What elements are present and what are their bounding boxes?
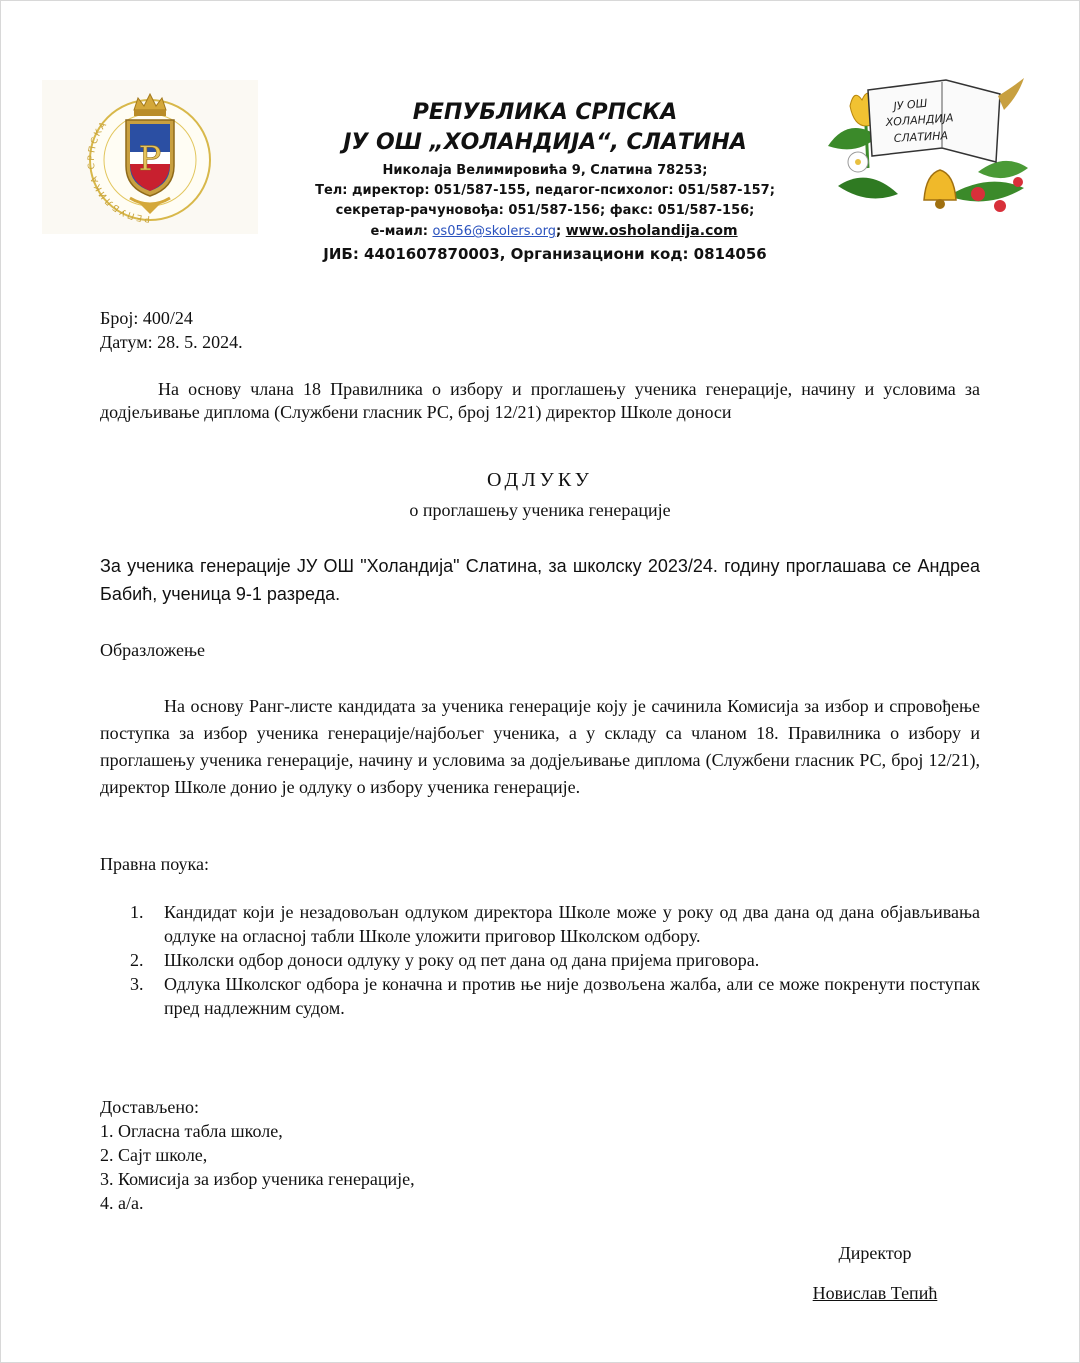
logo-text-2: ХОЛАНДИЈА [885,111,954,129]
legal-item-number: 1. [130,902,144,922]
email-label: е-маил: [370,224,433,239]
intro-paragraph: На основу члана 18 Правилника о избору и проглашењу ученика генерације, начину и условима за додјељивање диплома (Службени гласник РС, број 12/21) директор Школе доноси [100,379,980,422]
website-link[interactable]: www.osholandija.com [565,223,738,239]
signature-name: Новислав Тепић [812,1283,938,1303]
letterhead [0,0,1080,280]
school-contact [300,221,790,242]
document-number: Број: 400/24 [100,308,193,328]
title-text: ОДЛУКУ [487,469,593,491]
decision-paragraph: За ученика генерације ЈУ ОШ "Холандија" Слатина, за школску 2023/24. годину проглашава се Андреа Бабић, ученица 9-1 разреда. [100,556,980,604]
email-separator: ; [555,224,566,239]
legal-item [100,900,980,948]
school-secretary: секретар-рачуновођа: 051/587-156; факс: 051/587-156; [335,203,755,218]
signature-block [780,1241,970,1305]
logo-text-3: СЛАТИНА [893,129,949,145]
school-address: Николаја Велимировића 9, Слатина 78253; [382,163,708,178]
school-phones: Тел: директор: 051/587-155, педагог-психолог: 051/587-157; [315,183,775,198]
legal-item-text: Школски одбор доноси одлуку у року од пет дана од дана пријема приговора. [164,950,760,970]
legal-item-number: 2. [130,950,144,970]
delivered-item: 4. а/а. [100,1193,144,1213]
document-title [100,468,980,492]
delivered-heading: Достављено: [100,1097,199,1117]
republic-name: РЕПУБЛИКА СРПСКА [412,100,678,125]
legal-item [100,948,980,972]
legal-item-text: Кандидат који је незадовољан одлуком директора Школе може у року од два дана од дана објављивања одлуке на огласној табли Школе уложити приговор Школском одбору. [164,902,980,946]
school-name: ЈУ ОШ „ХОЛАНДИЈА“, СЛАТИНА [343,130,747,155]
explanation-heading: Образложење [100,640,205,660]
signature-role: Директор [838,1243,912,1263]
document-subtitle: о проглашењу ученика генерације [409,500,671,520]
document-date: Датум: 28. 5. 2024. [100,332,243,352]
explanation-paragraph: На основу Ранг-листе кандидата за ученика генерације коју је сачинила Комисија за избор и спровођење поступка за избор ученика генерације/најбољег ученика, а у складу са чланом 18. Правилника о избору и проглашењу ученика генерације, начину и условима за додјељивање диплома (Службени гласник РС, број 12/21), директор Школе донио је одлуку о избору ученика генерације. [100,696,980,797]
republic-emblem-icon [42,80,258,234]
emblem-ring-text: РЕПУБЛИКА СРПСКА [86,118,151,224]
svg-text:Р: Р [138,139,162,179]
delivered-item: 2. Сајт школе, [100,1145,208,1165]
delivered-item: 1. Огласна табла школе, [100,1121,283,1141]
school-ids: ЈИБ: 4401607870003, Организациони код: 0814056 [323,245,767,263]
legal-heading: Правна поука: [100,854,210,874]
delivered-item: 3. Комисија за избор ученика генерације, [100,1169,415,1189]
email-link[interactable]: os056@skolers.org [432,224,556,239]
logo-text-1: ЈУ ОШ [892,96,929,113]
letterhead-text [300,98,790,266]
legal-item [100,972,980,1020]
document-meta [100,306,980,354]
school-logo-icon [828,76,1030,226]
legal-item-text: Одлука Школског одбора је коначна и против ње није дозвољена жалба, али се може покренути поступак пред надлежним судом. [164,974,980,1018]
legal-item-number: 3. [130,974,144,994]
legal-list [100,900,980,1020]
delivered-section [100,1095,980,1215]
